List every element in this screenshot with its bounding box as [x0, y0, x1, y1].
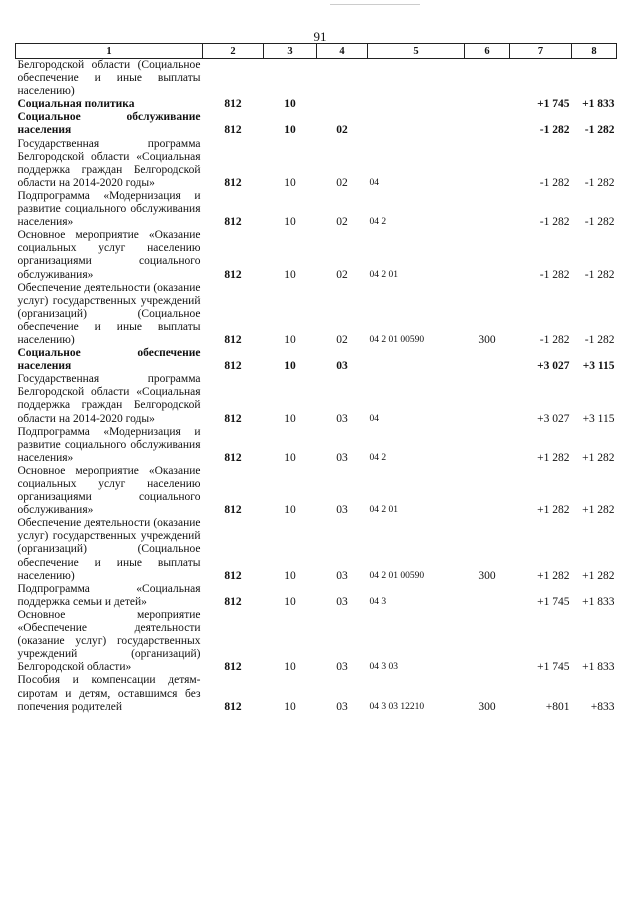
cell-c3: 10: [284, 569, 296, 582]
table-row: [16, 190, 617, 229]
table-row: [16, 111, 617, 137]
page-number: 91: [313, 29, 327, 44]
cell-c5: 04 2: [369, 452, 387, 463]
cell-c6: [465, 373, 510, 425]
cell-c6: [465, 426, 510, 465]
cell-c7: +1 282: [537, 569, 570, 582]
cell-c5: 04 2 01 00590: [369, 334, 425, 345]
cell-c2: 812: [224, 268, 242, 281]
col-header-5: 5: [368, 44, 465, 59]
table-row: [16, 347, 617, 373]
row-name: Подпрограмма «Социальная поддержка семьи и детей»: [17, 582, 201, 608]
cell-c8: +833: [590, 700, 615, 713]
cell-c2: 812: [224, 216, 242, 229]
cell-c5: 04 2 01 00590: [369, 570, 425, 581]
table-row: [16, 229, 617, 281]
cell-c5: 04 3: [369, 596, 387, 607]
cell-c3: 10: [284, 412, 296, 425]
cell-c6: [465, 98, 510, 111]
cell-c8: +3 115: [582, 360, 615, 373]
cell-c4: 02: [336, 216, 348, 229]
cell-c8: -1 282: [584, 176, 615, 189]
cell-c2: 812: [224, 412, 242, 425]
cell-c4: 03: [336, 451, 348, 464]
cell-c4: [317, 98, 368, 111]
table-body: [16, 59, 617, 714]
table-row: [16, 98, 617, 111]
cell-c4: 02: [336, 333, 348, 346]
cell-c2: 812: [224, 595, 242, 608]
table-row: [16, 59, 617, 99]
cell-c6: [465, 229, 510, 281]
cell-c6: [465, 583, 510, 609]
cell-c7: +1 282: [537, 451, 570, 464]
col-header-8: 8: [572, 44, 617, 59]
row-name: Основное мероприятие «Оказание социальных услуг населению организациями социального обслуживания»: [17, 229, 201, 281]
table-row: [16, 583, 617, 609]
cell-c3: 10: [284, 268, 296, 281]
cell-c7: +1 282: [537, 504, 570, 517]
cell-c7: +1 745: [537, 98, 570, 111]
scan-rule: [330, 4, 420, 5]
cell-c4: 03: [336, 700, 348, 713]
cell-c4: 03: [336, 595, 348, 608]
cell-c7: +1 745: [537, 661, 570, 674]
cell-c6: [465, 609, 510, 674]
table-row: [16, 674, 617, 713]
cell-c7: +801: [545, 700, 570, 713]
cell-c5: [368, 111, 465, 137]
cell-c7: +3 027: [537, 412, 570, 425]
col-header-3: 3: [264, 44, 317, 59]
cell-c3: 10: [284, 504, 296, 517]
cell-c6: [465, 190, 510, 229]
cell-c6: 300: [478, 569, 496, 582]
cell-c4: [317, 59, 368, 99]
table-row: [16, 465, 617, 517]
cell-c4: 03: [336, 412, 348, 425]
cell-c2: 812: [224, 451, 242, 464]
cell-c5: 04 2: [369, 217, 387, 228]
cell-c2: 812: [224, 700, 242, 713]
cell-c6: [465, 465, 510, 517]
cell-c5: [368, 98, 465, 111]
cell-c5: 04: [369, 413, 379, 424]
row-name: Пособия и компенсации детям-сиротам и детям, оставшимся без попечения родителей: [17, 674, 201, 713]
cell-c8: -1 282: [584, 216, 615, 229]
row-name: Основное мероприятие «Обеспечение деятельности (оказание услуг) государственных учреждений (организаций) Белгородской области»: [17, 608, 201, 674]
col-header-4: 4: [317, 44, 368, 59]
cell-c3: 10: [284, 360, 296, 373]
cell-c4: 02: [336, 124, 348, 137]
col-header-7: 7: [510, 44, 572, 59]
cell-c6: [465, 347, 510, 373]
row-name: Государственная программа Белгородской области «Социальная поддержка граждан Белгородской области на 2014-2020 годы»: [17, 373, 201, 425]
row-name: Белгородской области (Социальное обеспечение и иные выплаты населению): [17, 59, 201, 98]
cell-c7: +1 745: [537, 595, 570, 608]
table-row: [16, 426, 617, 465]
cell-c3: 10: [284, 98, 296, 111]
budget-table: [15, 43, 617, 714]
cell-c4: 03: [336, 661, 348, 674]
cell-c2: 812: [224, 176, 242, 189]
cell-c5: 04: [369, 177, 379, 188]
cell-c8: +1 833: [582, 595, 615, 608]
cell-c7: -1 282: [539, 333, 570, 346]
table-row: [16, 517, 617, 582]
cell-c6: [465, 59, 510, 99]
cell-c3: 10: [284, 216, 296, 229]
cell-c2: 812: [224, 98, 242, 111]
row-name: Государственная программа Белгородской области «Социальная поддержка граждан Белгородской области на 2014-2020 годы»: [17, 137, 201, 189]
row-name: Социальное обеспечение населения: [17, 347, 201, 373]
table-row: [16, 282, 617, 347]
cell-c8: -1 282: [584, 333, 615, 346]
row-name: Подпрограмма «Модернизация и развитие социального обслуживания населения»: [17, 425, 201, 464]
table-row: [16, 138, 617, 190]
col-header-1: 1: [16, 44, 203, 59]
cell-c2: 812: [224, 569, 242, 582]
cell-c4: 02: [336, 176, 348, 189]
cell-c2: 812: [224, 124, 242, 137]
cell-c5: 04 3 03: [369, 662, 398, 673]
cell-c8: +1 282: [582, 504, 615, 517]
cell-c4: 03: [336, 360, 348, 373]
cell-c5: 04 2 01: [369, 269, 398, 280]
cell-c2: 812: [224, 333, 242, 346]
cell-c7: +3 027: [537, 360, 570, 373]
cell-c3: 10: [284, 124, 296, 137]
cell-c3: 10: [284, 661, 296, 674]
cell-c2: [203, 59, 264, 99]
row-name: Социальное обслуживание населения: [17, 111, 201, 137]
row-name: Подпрограмма «Модернизация и развитие социального обслуживания населения»: [17, 189, 201, 229]
cell-c6: [465, 111, 510, 137]
cell-c8: +1 833: [582, 661, 615, 674]
cell-c4: 03: [336, 504, 348, 517]
cell-c3: 10: [284, 595, 296, 608]
cell-c4: 03: [336, 569, 348, 582]
row-name: Социальная политика: [17, 98, 135, 111]
cell-c8: [572, 59, 617, 99]
cell-c3: 10: [284, 333, 296, 346]
col-header-6: 6: [465, 44, 510, 59]
table-row: [16, 373, 617, 425]
cell-c3: [264, 59, 317, 99]
cell-c7: -1 282: [539, 124, 570, 137]
cell-c5: 04 3 03 12210: [369, 701, 425, 712]
cell-c6: 300: [478, 333, 496, 346]
cell-c3: 10: [284, 451, 296, 464]
cell-c3: 10: [284, 176, 296, 189]
row-name: Основное мероприятие «Оказание социальных услуг населению организациями социального обслуживания»: [17, 464, 201, 517]
cell-c5: [368, 347, 465, 373]
cell-c7: -1 282: [539, 268, 570, 281]
cell-c7: [510, 59, 572, 99]
cell-c8: -1 282: [584, 268, 615, 281]
cell-c6: 300: [478, 700, 496, 713]
cell-c2: 812: [224, 661, 242, 674]
cell-c2: 812: [224, 360, 242, 373]
row-name: Обеспечение деятельности (оказание услуг) государственных учреждений (организаций) (Социальное обеспечение и иные выплаты населению): [17, 281, 201, 346]
cell-c7: -1 282: [539, 176, 570, 189]
cell-c7: -1 282: [539, 216, 570, 229]
cell-c8: +1 833: [582, 98, 615, 111]
cell-c8: +1 282: [582, 569, 615, 582]
cell-c3: 10: [284, 700, 296, 713]
cell-c6: [465, 138, 510, 190]
cell-c8: -1 282: [584, 124, 615, 137]
cell-c4: 02: [336, 268, 348, 281]
row-name: Обеспечение деятельности (оказание услуг) государственных учреждений (организаций) (Социальное обеспечение и иные выплаты населению): [17, 517, 201, 582]
cell-c8: +1 282: [582, 451, 615, 464]
col-header-2: 2: [203, 44, 264, 59]
table-row: [16, 609, 617, 674]
cell-c8: +3 115: [582, 412, 615, 425]
cell-c5: 04 2 01: [369, 505, 398, 516]
cell-c5: [368, 59, 465, 99]
header-row: [16, 44, 617, 59]
cell-c2: 812: [224, 504, 242, 517]
